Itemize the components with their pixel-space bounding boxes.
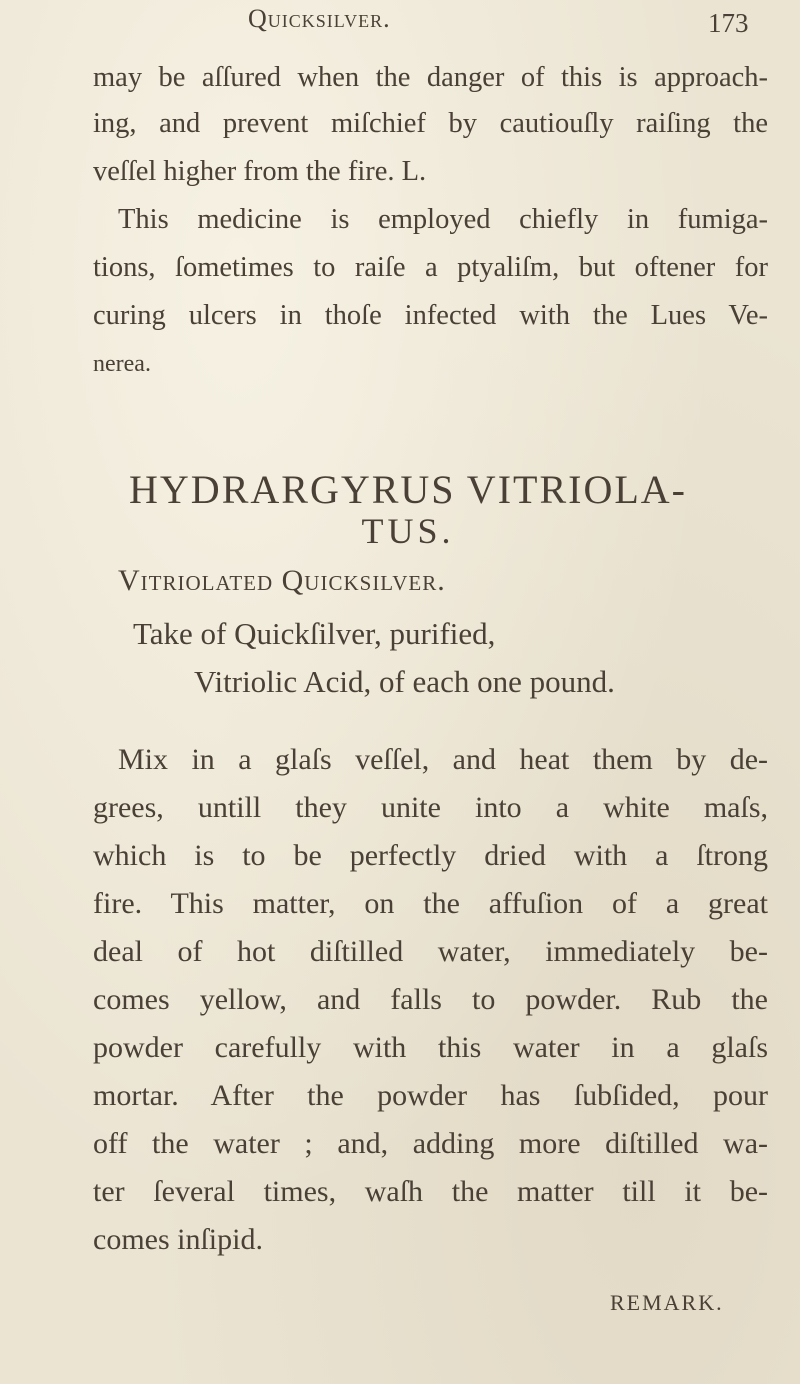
text-line: curing ulcers in thoſe infected with the Lues Ve-	[93, 300, 768, 331]
text-line: deal of hot diſtilled water, immediately be-	[93, 935, 768, 968]
running-head-title: Quicksilver.	[248, 4, 391, 33]
text-line: tions, ſometimes to raiſe a ptyaliſm, but oftener for	[93, 252, 768, 283]
recipe-line: Take of Quickſilver, purified,	[133, 616, 496, 651]
text-line: nerea.	[93, 351, 151, 377]
text-line: comes inſipid.	[93, 1223, 263, 1256]
text-line: may be aſſured when the danger of this is approach-	[93, 62, 768, 93]
section-heading: HYDRARGYRUS VITRIOLA-	[129, 467, 687, 512]
section-heading-continued: TUS.	[361, 511, 455, 551]
text-line: veſſel higher from the fire. L.	[93, 156, 427, 187]
text-line: ter ſeveral times, waſh the matter till it be-	[93, 1175, 768, 1208]
text-line: powder carefully with this water in a glaſs	[93, 1031, 768, 1064]
text-line: comes yellow, and falls to powder. Rub the	[93, 983, 768, 1016]
text-line: off the water ; and, adding more diſtilled wa-	[93, 1127, 768, 1160]
text-line: Mix in a glaſs veſſel, and heat them by de-	[118, 743, 768, 776]
text-line: ing, and prevent miſchief by cautiouſly raiſing the	[93, 108, 768, 139]
text-line: grees, untill they unite into a white maſs,	[93, 791, 768, 824]
text-line: This medicine is employed chiefly in fumiga-	[118, 204, 768, 235]
section-subtitle: Vitriolated Quicksilver.	[118, 564, 446, 597]
text-line: which is to be perfectly dried with a ſtrong	[93, 839, 768, 872]
text-line: fire. This matter, on the affuſion of a great	[93, 887, 768, 920]
text-line: mortar. After the powder has ſubſided, pour	[93, 1079, 768, 1112]
page-number: 173	[708, 8, 749, 38]
running-head	[0, 4, 800, 44]
catchword: REMARK.	[610, 1290, 724, 1315]
recipe-line: Vitriolic Acid, of each one pound.	[194, 664, 615, 699]
